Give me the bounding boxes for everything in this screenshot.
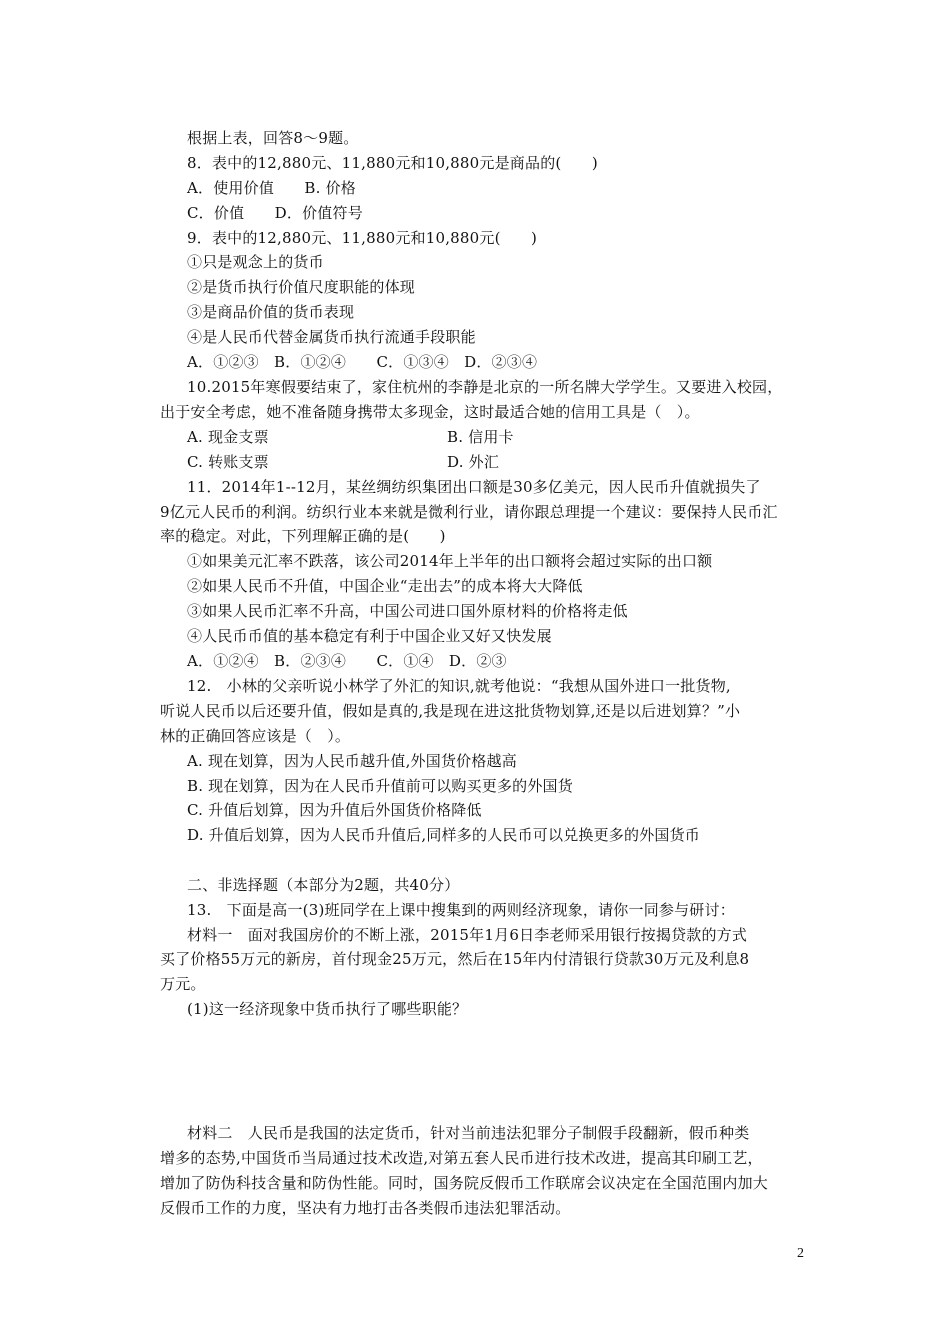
option-a: A. 现在划算，因为人民币越升值,外国货价格越高 — [187, 752, 517, 770]
page-number: 2 — [797, 1246, 804, 1261]
material-one-line: 材料一 面对我国房价的不断上涨，2015年1月6日李老师采用银行按揭贷款的方式 — [187, 926, 748, 944]
statement-line: ①如果美元汇率不跌落，该公司2014年上半年的出口额将会超过实际的出口额 — [187, 552, 713, 570]
statement-line: ③如果人民币汇率不升高，中国公司进口国外原材料的价格将走低 — [187, 602, 628, 620]
question-text-line: 9亿元人民币的利润。纺织行业本来就是微利行业，请你跟总理提一个建议：要保持人民币汇 — [160, 503, 778, 521]
statement-line: ④是人民币代替金属货币执行流通手段职能 — [187, 328, 476, 346]
statement-line: ④人民币币值的基本稳定有利于中国企业又好又快发展 — [187, 627, 552, 645]
option-line: A．使用价值 B. 价格 — [187, 179, 356, 197]
statement-line: ③是商品价值的货币表现 — [187, 303, 355, 321]
option-line: A．①②③ B．①②④ C．①③④ D．②③④ — [187, 353, 538, 371]
material-two-line: 材料二 人民币是我国的法定货币，针对当前违法犯罪分子制假手段翻新，假币种类 — [187, 1124, 750, 1142]
material-one-line: 万元。 — [160, 975, 206, 993]
instruction-line: 根据上表，回答8～9题。 — [187, 129, 359, 147]
question-text-line: 林的正确回答应该是（ ）。 — [160, 727, 351, 745]
option-line: A．①②④ B．②③④ C．①④ D．②③ — [187, 652, 507, 670]
statement-line: ①只是观念上的货币 — [187, 253, 324, 271]
material-two-line: 增加了防伪科技含量和防伪性能。同时，国务院反假币工作联席会议决定在全国范围内加大 — [160, 1174, 769, 1192]
material-two-line: 增多的态势,中国货币当局通过技术改造,对第五套人民币进行技术改进，提高其印刷工艺， — [160, 1149, 763, 1167]
statement-line: ②是货币执行价值尺度职能的体现 — [187, 278, 416, 296]
option-c: C. 转账支票 — [187, 453, 269, 471]
option-d: D. 外汇 — [447, 453, 500, 471]
material-two-line: 反假币工作的力度，坚决有力地打击各类假币违法犯罪活动。 — [160, 1199, 571, 1217]
option-b: B. 现在划算，因为在人民币升值前可以购买更多的外国货 — [187, 777, 573, 795]
option-b: B. 信用卡 — [447, 428, 514, 446]
question-text-line: 听说人民币以后还要升值，假如是真的,我是现在进这批货物划算,还是以后进划算？”小 — [160, 702, 741, 720]
option-c: C. 升值后划算，因为升值后外国货价格降低 — [187, 801, 482, 819]
sub-question-1: (1)这一经济现象中货币执行了哪些职能？ — [187, 1000, 468, 1018]
question-13: 13. 下面是高一(3)班同学在上课中搜集到的两则经济现象，请你一同参与研讨： — [187, 901, 735, 919]
question-12: 12. 小林的父亲听说小林学了外汇的知识,就考他说：“我想从国外进口一批货物, — [187, 677, 731, 695]
option-a: A. 现金支票 — [187, 428, 269, 446]
question-8: 8．表中的12,880元、11,880元和10,880元是商品的( ) — [187, 154, 598, 172]
section-heading: 二、非选择题（本部分为2题，共40分） — [187, 876, 460, 894]
question-10: 10.2015年寒假要结束了，家住杭州的李静是北京的一所名牌大学学生。又要进入校园， — [187, 378, 783, 396]
question-text-line: 出于安全考虑，她不准备随身携带太多现金，这时最适合她的信用工具是（ ）。 — [160, 403, 700, 421]
question-11: 11．2014年1--12月，某丝绸纺织集团出口额是30多亿美元，因人民币升值就损失了 — [187, 478, 761, 496]
option-line: C．价值 D．价值符号 — [187, 204, 363, 222]
option-d: D. 升值后划算，因为人民币升值后,同样多的人民币可以兑换更多的外国货币 — [187, 826, 700, 844]
question-text-line: 率的稳定。对此，下列理解正确的是( ) — [160, 527, 446, 545]
question-9: 9．表中的12,880元、11,880元和10,880元( ) — [187, 229, 538, 247]
material-one-line: 买了价格55万元的新房，首付现金25万元，然后在15年内付清银行贷款30万元及利息8 — [160, 950, 750, 968]
statement-line: ②如果人民币不升值，中国企业“走出去”的成本将大大降低 — [187, 577, 583, 595]
